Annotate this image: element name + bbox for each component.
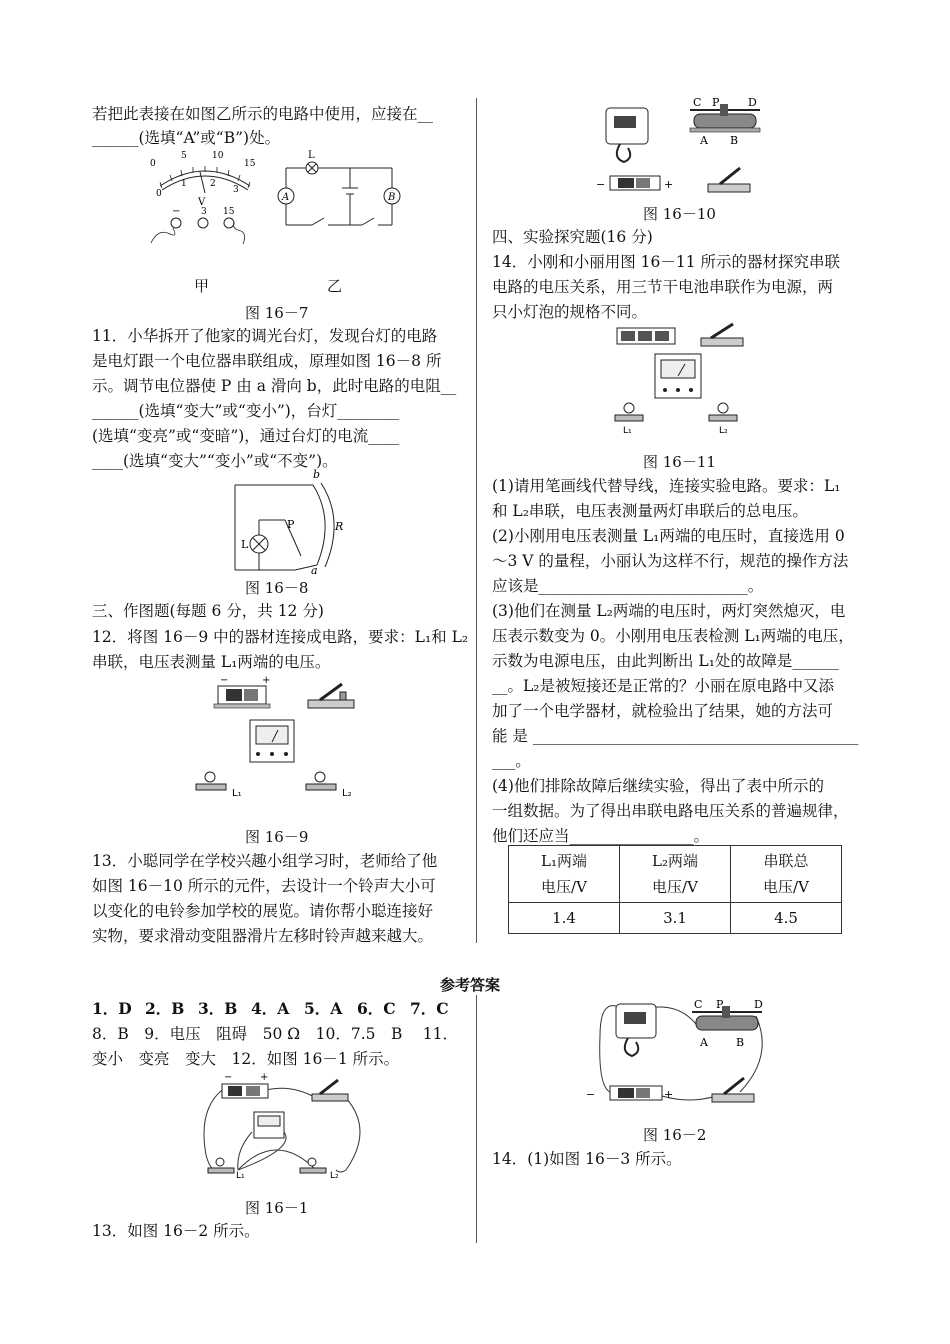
minus-label: −	[596, 178, 606, 191]
section-3-heading: 三、作图题(每题 6 分，共 12 分)	[92, 602, 324, 620]
fig11-caption: 图 16－11	[643, 453, 716, 471]
end-b-label: b	[313, 468, 321, 481]
answers-title: 参考答案	[440, 976, 501, 994]
lamp-l1-label: L₁	[232, 788, 242, 799]
q10-line-2: ______(选填“A”或“B”)处。	[92, 129, 281, 147]
q12-line-1: 12．将图 16－9 中的器材连接成电路，要求：L₁和 L₂	[92, 628, 469, 646]
answer-13: 13．如图 16－2 所示。	[92, 1222, 260, 1240]
table-header-cell: L₂两端 电压/V	[620, 846, 731, 903]
switch	[712, 1078, 754, 1102]
q14-line: 14．小刚和小丽用图 16－11 所示的器材探究串联	[492, 253, 841, 271]
voltage-data-table	[508, 845, 842, 934]
figure-16-2-answer	[580, 996, 780, 1112]
fig9-caption: 图 16－9	[245, 828, 309, 846]
lamp-l2-label: L₂	[330, 1171, 339, 1181]
column-divider-bottom	[476, 995, 477, 1243]
fig1-caption: 图 16－1	[245, 1199, 309, 1217]
p3-line: 压表示数变为 0。小刚用电压表检测 L₁两端的电压，	[492, 627, 854, 645]
answers-row-3: 变小 变亮 变大 12．如图 16－1 所示。	[92, 1050, 400, 1068]
battery-pack	[610, 1086, 662, 1100]
electric-bell	[606, 108, 648, 162]
p2-line: ～3 V 的量程，小丽认为这样不行，规范的操作方法	[492, 552, 849, 570]
figure-16-8-circuit	[235, 470, 345, 575]
table-header-cell: L₁两端 电压/V	[509, 846, 620, 903]
fig7-jia-label: 甲	[194, 277, 210, 295]
lamp-label: L	[241, 538, 249, 551]
answer-7: 7．C	[410, 999, 449, 1018]
terminal-a-label: A	[700, 134, 708, 147]
lamp-l2	[709, 403, 737, 421]
switch	[708, 168, 750, 192]
p3-line: ___。	[492, 752, 531, 770]
terminal-b-label: B	[388, 192, 396, 203]
lamp-l2-label: L₂	[719, 426, 728, 436]
resistor-r-label: R	[335, 520, 344, 533]
lamp-l1	[196, 772, 226, 790]
q10-line-1: 若把此表接在如图乙所示的电路中使用，应接在__	[92, 105, 434, 123]
answer-4: 4．A	[251, 999, 290, 1018]
p3-line: 能 是 __________________________________________	[492, 727, 859, 745]
table-row	[509, 903, 842, 934]
fig8-caption: 图 16－8	[245, 579, 309, 597]
voltmeter	[254, 1112, 284, 1138]
battery-pack	[610, 176, 660, 190]
plus-label: +	[262, 675, 271, 686]
p3-line: 加了一个电学器材，就检验出了结果，她的方法可	[492, 702, 834, 720]
p3-line: (3)他们在测量 L₂两端的电压时，两灯突然熄灭，电	[492, 602, 846, 620]
lamp-l1-label: L₁	[623, 426, 632, 436]
q11-line: 是电灯跟一个电位器串联组成，原理如图 16－8 所	[92, 352, 442, 370]
meter-label: 15	[244, 159, 256, 169]
plus-label: +	[664, 1088, 674, 1101]
meter-label: V	[198, 197, 206, 208]
meter-label: 0	[150, 159, 156, 169]
minus-label: −	[224, 1072, 233, 1083]
plus-label: +	[664, 178, 674, 191]
p4-line: 他们还应当________________。	[492, 827, 710, 845]
terminal-a-label: A	[700, 1036, 708, 1049]
terminal-p-label: P	[712, 96, 720, 109]
q13-line: 以变化的电铃参加学校的展览。请你帮小聪连接好	[92, 902, 434, 920]
answers-row-2: 8．B 9．电压 阻碍 50 Ω 10．7.5 B 11．	[92, 1025, 459, 1043]
figure-16-1-answer	[196, 1070, 371, 1190]
terminal-d-label: D	[748, 96, 757, 109]
q14-line: 只小灯泡的规格不同。	[492, 303, 648, 321]
q13-line: 13．小聪同学在学校兴趣小组学习时，老师给了他	[92, 852, 438, 870]
electric-bell	[616, 1004, 656, 1056]
q11-line: ______(选填“变大”或“变小”)，台灯________	[92, 402, 400, 420]
voltmeter	[250, 720, 294, 762]
minus-label: −	[586, 1088, 596, 1101]
p3-line: __。L₂是被短接还是正常的？小丽在原电路中又添	[492, 677, 835, 695]
switch	[312, 1080, 348, 1101]
answer-14: 14．(1)如图 16－3 所示。	[492, 1150, 682, 1168]
fig2-caption: 图 16－2	[643, 1126, 707, 1144]
figure-16-10-components	[590, 96, 780, 198]
plus-label: +	[260, 1072, 269, 1083]
p1-line: 和 L₂串联，电压表测量两灯串联后的总电压。	[492, 502, 808, 520]
meter-label: 3	[201, 207, 207, 217]
terminal-b-label: B	[736, 1036, 745, 1049]
minus-label: −	[220, 675, 229, 686]
meter-label: 3	[233, 185, 239, 195]
column-divider-top	[476, 98, 477, 943]
terminal-c-label: C	[694, 998, 703, 1011]
p4-line: (4)他们排除故障后继续实验，得出了表中所示的	[492, 777, 824, 795]
lamp-l1-label: L₁	[236, 1171, 245, 1181]
q14-line: 电路的电压关系，用三节干电池串联作为电源，两	[492, 278, 834, 296]
terminal-b-label: B	[730, 134, 739, 147]
q13-line: 实物，要求滑动变阻器滑片左移时铃声越来越大。	[92, 927, 434, 945]
table-header-cell: 串联总 电压/V	[731, 846, 842, 903]
p3-line: 示数为电源电压，由此判断出 L₁处的故障是______	[492, 652, 839, 670]
answer-5: 5．A	[304, 999, 343, 1018]
q11-line: (选填“变亮”或“变暗”)，通过台灯的电流____	[92, 427, 400, 445]
answer-3: 3．B	[198, 999, 238, 1018]
battery-pack	[214, 686, 270, 708]
q11-line: ____(选填“变大”“变小”或“不变”)。	[92, 452, 338, 470]
meter-label: 10	[212, 151, 224, 161]
meter-label: 15	[223, 207, 235, 217]
table-cell: 1.4	[509, 903, 620, 934]
battery-pack	[222, 1084, 268, 1098]
figure-16-7-voltmeter	[148, 148, 263, 248]
meter-label: 1	[181, 179, 187, 189]
meter-label: −	[172, 206, 181, 217]
meter-label: 5	[181, 151, 187, 161]
p2-line: (2)小刚用电压表测量 L₁两端的电压时，直接选用 0	[492, 527, 845, 545]
p1-line: (1)请用笔画线代替导线，连接实验电路。要求：L₁	[492, 477, 841, 495]
battery-pack	[617, 328, 675, 344]
rheostat	[692, 1006, 762, 1030]
q13-line: 如图 16－10 所示的元件，去设计一个铃声大小可	[92, 877, 436, 895]
q12-line-2: 串联，电压表测量 L₁两端的电压。	[92, 653, 331, 671]
q11-line: 示。调节电位器使 P 由 a 滑向 b，此时电路的电阻__	[92, 377, 457, 395]
terminal-c-label: C	[693, 96, 702, 109]
table-cell: 3.1	[620, 903, 731, 934]
table-cell: 4.5	[731, 903, 842, 934]
p2-line: 应该是___________________________。	[492, 577, 764, 595]
slider-p-label: P	[287, 518, 295, 531]
answer-2: 2．B	[145, 999, 185, 1018]
q11-line: 11．小华拆开了他家的调光台灯，发现台灯的电路	[92, 327, 438, 345]
figure-16-7-circuit	[272, 150, 407, 245]
voltmeter	[655, 354, 701, 398]
lamp-label: L	[308, 150, 315, 161]
end-a-label: a	[311, 564, 318, 577]
p4-line: 一组数据。为了得出串联电路电压关系的普遍规律，	[492, 802, 849, 820]
section-4-heading: 四、实验探究题(16 分)	[492, 228, 653, 246]
figure-16-9-components	[190, 672, 370, 807]
fig10-caption: 图 16－10	[643, 205, 716, 223]
switch	[308, 684, 354, 708]
lamp-l2	[306, 772, 336, 790]
table-header-row	[509, 846, 842, 903]
fig7-caption: 图 16－7	[245, 304, 309, 322]
terminal-a-label: A	[282, 192, 290, 203]
meter-label: 2	[210, 179, 216, 189]
terminal-d-label: D	[754, 998, 763, 1011]
figure-16-11-components	[605, 322, 765, 437]
lamp-l1	[615, 403, 643, 421]
answer-1: 1．D	[92, 999, 132, 1018]
answer-6: 6．C	[357, 999, 396, 1018]
lamp-l1	[208, 1158, 234, 1173]
fig7-yi-label: 乙	[327, 277, 343, 295]
terminal-p-label: P	[716, 998, 724, 1011]
meter-label: 0	[156, 189, 162, 199]
switch	[701, 324, 743, 346]
lamp-l2-label: L₂	[342, 788, 352, 799]
